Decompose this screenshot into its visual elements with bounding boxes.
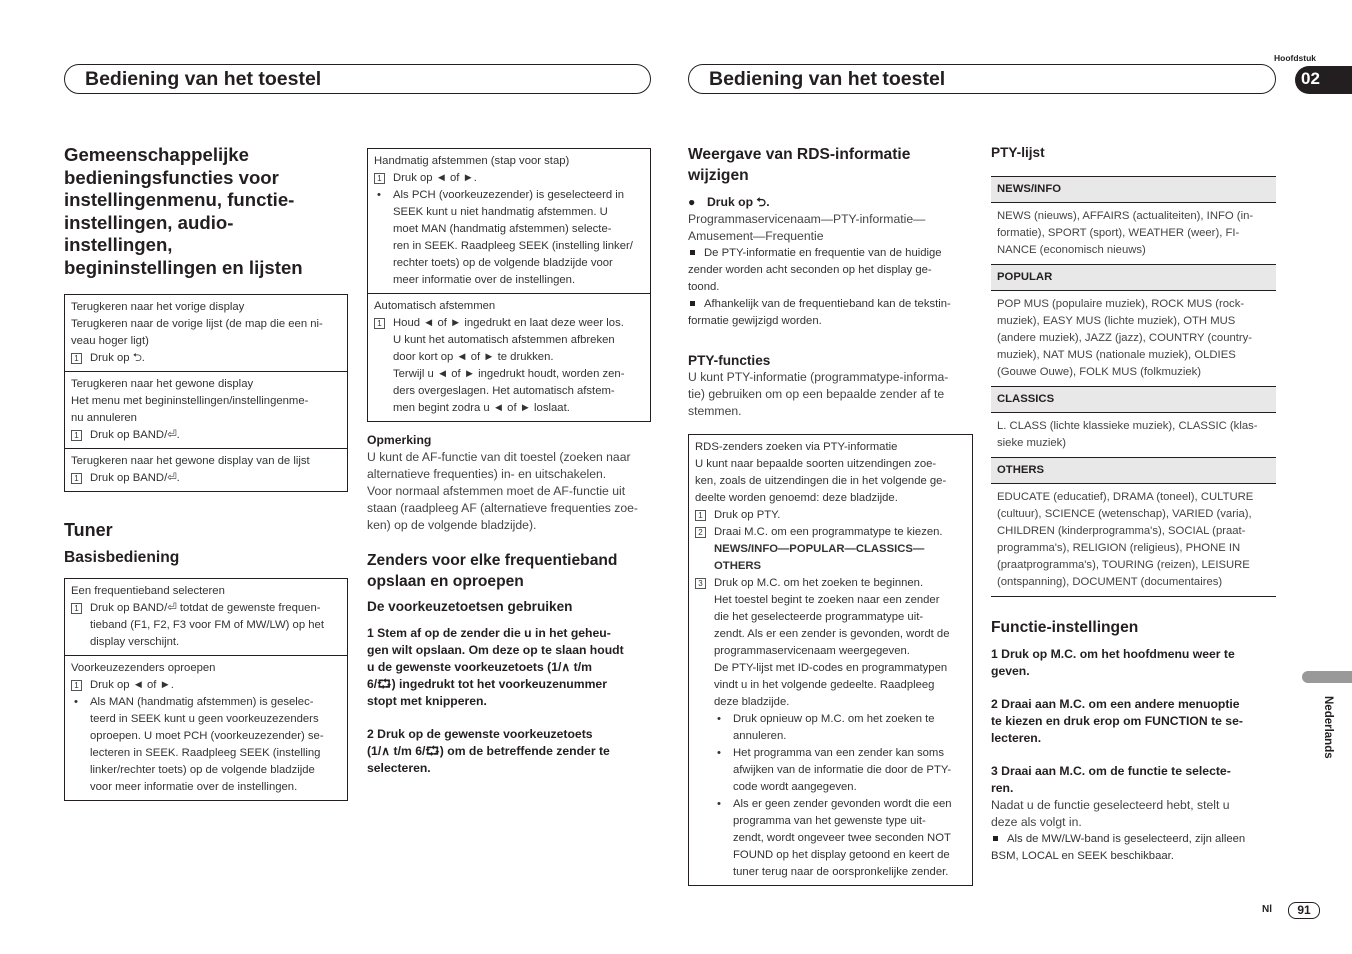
basic-operation-table <box>64 578 348 801</box>
rds-note: Afhankelijk van de frequentieband kan de tekstin- <box>688 296 973 313</box>
cell-title: Voorkeuzezenders oproepen <box>71 661 216 674</box>
pty-group-body: NEWS (nieuws), AFFAIRS (actualiteiten), INFO (in- formatie), SPORT (sport), WEATHER (weer), FI- NANCE (economisch nieuws) <box>997 210 1254 256</box>
cell-title: Terugkeren naar het vorige display <box>71 300 245 313</box>
tuning-table <box>367 148 651 422</box>
side-language: Nederlands <box>1322 696 1334 759</box>
step-text: Druk op BAND/⏎. <box>90 428 180 441</box>
rds-note-cont: formatie gewijzigd worden. <box>688 315 822 327</box>
rds-sequence: Programmaservicenaam—PTY-informatie— Amusement—Frequentie <box>688 212 926 243</box>
step-number: 1 <box>71 473 82 484</box>
cell-title: Een frequentieband selecteren <box>71 584 225 597</box>
common-functions-table <box>64 294 348 492</box>
bullet: • Als MAN (handmatig afstemmen) is geselec- teerd in SEEK kunt u geen voorkeuzezenders oproepen. U moet PCH (voorkeuzezender) se- lecteren in SEEK. Raadpleeg SEEK (instelling linker/rechter toets) op de volgende bladzijde voor meer informatie over de instellingen. <box>71 694 341 796</box>
bullet: • Het programma van een zender kan soms afwijken van de informatie die door de PTY- code wordt aangegeven. <box>717 747 952 793</box>
column-1 <box>64 144 348 801</box>
step <box>71 600 341 651</box>
heading-line: begininstellingen en lijsten <box>64 256 303 278</box>
pty-list-table <box>991 176 1276 597</box>
cell-title: Handmatig afstemmen (stap voor stap) <box>374 155 570 167</box>
header-title: Bediening van het toestel <box>709 68 946 90</box>
cell-title: Terugkeren naar het gewone display <box>71 377 254 390</box>
rds-note: De PTY-informatie en frequentie van de huidige <box>688 245 973 262</box>
cell-text: nu annuleren <box>71 411 137 424</box>
presets-subheading: De voorkeuzetoetsen gebruiken <box>367 599 573 614</box>
heading-line: Gemeenschappelijke <box>64 144 249 165</box>
table-cell: RDS-zenders zoeken via PTY-informatie U kunt naar bepaalde soorten uitzendingen zoe- ken, zoals de uitzendingen die in het volgende ge- deelte worden genoemd: deze bladzijde. 1 Druk op PTY. 2 Draai M.C. om een programmatype te kiezen. NEWS/INFO—POPULAR—CLASSICS— OTHERS 3 Druk op M.C. om het zoeken te beginnen. Het toestel begint te zoeken naar een zender die het geselecteerde programmatype uit- zendt. Als er een zender is gevonden, wordt de programmaservicenaam weergegeven. De PTY-lijst met ID-codes en programmatypen vindt u in het volgende gedeelte. Raadpleeg deze bladzijde. • Druk opnieuw op M.C. om het zoeken te annuleren. • Het programma van een zender kan soms afwijken van de informatie die door de PTY- code wordt aangegeven. • Als er geen zender gevonden wordt die een programma van het gewenste type uit- zendt, wordt ongeveer twee seconden NOT FOUND op het display getoond en keert de tuner terug naar de oorspronkelijke zender. <box>689 435 972 885</box>
step <box>71 427 341 444</box>
table-cell <box>65 372 347 449</box>
pty-list-heading: PTY-lijst <box>991 145 1045 160</box>
table-cell <box>368 149 650 294</box>
rds-heading: Weergave van RDS-informatie wijzigen <box>688 146 911 184</box>
step-text: Druk op ◄ of ►. <box>90 678 174 691</box>
cell-text: Terugkeren naar de vorige lijst (de map die een ni- <box>71 317 323 330</box>
bullet-text: Als MAN (handmatig afstemmen) is geselec- teerd in SEEK kunt u geen voorkeuzezenders oproepen. U moet PCH (voorkeuzezender) se- lecteren in SEEK. Raadpleeg SEEK (instelling linker/rechter toets) op de volgende bladzijde voor meer informatie over de instellingen. <box>90 695 324 793</box>
pty-group-header: OTHERS <box>991 457 1276 484</box>
cell-title: Terugkeren naar het gewone display van de lijst <box>71 454 310 467</box>
step-text: Houd ◄ of ► ingedrukt en laat deze weer los. U kunt het automatisch afstemmen afbreken door kort op ◄ of ► te drukken. Terwijl u ◄ of ► ingedrukt houdt, worden zen- ders overgeslagen. Het automatisch afstem- men begint zodra u ◄ of ► loslaat. <box>393 317 625 414</box>
step: 1 Druk op PTY. <box>695 507 966 524</box>
table-cell <box>65 656 347 800</box>
step-text: Druk op BAND/⏎ totdat de gewenste frequen- tieband (F1, F2, F3 voor FM of MW/LW) op het display verschijnt. <box>90 601 324 648</box>
pty-group-header: POPULAR <box>991 264 1276 291</box>
step: 3 Druk op M.C. om het zoeken te beginnen. Het toestel begint te zoeken naar een zender die het geselecteerde programmatype uit- zendt. Als er een zender is gevonden, wordt de programmaservicenaam weergegeven. De PTY-lijst met ID-codes en programmatypen vindt u in het volgende gedeelte. Raadpleeg deze bladzijde. <box>695 575 966 711</box>
pty-group-body: POP MUS (populaire muziek), ROCK MUS (rock- muziek), EASY MUS (lichte muziek), OTH MUS (andere muziek), JAZZ (jazz), COUNTRY (country- muziek), NAT MUS (nationale muziek), OLDIES (Gouwe Ouwe), FOLK MUS (folkmuziek) <box>997 298 1253 378</box>
rds-note-cont: zender worden acht seconden op het display ge- toond. <box>688 264 932 293</box>
pty-group-body: L. CLASS (lichte klassieke muziek), CLASSIC (klas- sieke muziek) <box>997 420 1258 449</box>
basis-heading: Basisbediening <box>64 548 180 566</box>
heading-line: instellingen, <box>64 234 173 256</box>
step-number: 1 <box>374 318 385 329</box>
func-step-3-text: Nadat u de functie geselecteerd hebt, stelt u deze als volgt in. <box>991 798 1230 829</box>
step-number: 1 <box>71 430 82 441</box>
bullet: • Als er geen zender gevonden wordt die een programma van het gewenste type uit- zendt, wordt ongeveer twee seconden NOT FOUND op het display getoond en keert de tuner terug naar de oorspronkelijke zender. <box>717 798 952 878</box>
func-step-2: 2 Draai aan M.C. om een andere menuoptie te kiezen en druk erop om FUNCTION te se- lecteren. <box>991 697 1243 745</box>
column-4 <box>991 144 1276 865</box>
step-number: 1 <box>71 680 82 691</box>
rds-step: ● Druk op ⮌. <box>688 195 770 209</box>
bullet: • Druk opnieuw op M.C. om het zoeken te annuleren. <box>717 713 935 742</box>
step <box>374 170 644 187</box>
table-cell <box>65 449 347 491</box>
step <box>374 315 644 417</box>
column-2 <box>367 148 651 777</box>
chapter-number: 02 <box>1295 66 1352 94</box>
step: 2 Draai M.C. om een programmatype te kiezen. NEWS/INFO—POPULAR—CLASSICS— OTHERS <box>695 524 966 575</box>
heading-line: bedieningsfuncties voor <box>64 166 279 188</box>
heading-line: instellingenmenu, functie- <box>64 189 295 211</box>
pty-group-header: CLASSICS <box>991 386 1276 413</box>
step <box>71 677 341 694</box>
section-header-left <box>64 64 651 94</box>
column-3 <box>688 144 973 886</box>
tuner-heading: Tuner <box>64 519 113 540</box>
step-number: 1 <box>695 510 706 521</box>
presets-heading: Zenders voor elke frequentieband opslaan en oproepen <box>367 552 618 590</box>
step-number: 1 <box>71 603 82 614</box>
func-note-cont: BSM, LOCAL en SEEK beschikbaar. <box>991 850 1174 862</box>
side-tab <box>1302 671 1352 683</box>
section-header-right <box>688 64 1276 94</box>
page-number: 91 <box>1288 902 1320 919</box>
pty-group-header: NEWS/INFO <box>991 176 1276 203</box>
step-number: 3 <box>695 578 706 589</box>
table-cell <box>368 294 650 421</box>
cell-text: Het menu met begininstellingen/instellingenme- <box>71 394 309 407</box>
preset-step-2: 2 Druk op de gewenste voorkeuzetoets (1/∧ t/m 6/⮔) om de betreffende zender te selecteren. <box>367 727 610 775</box>
table-cell <box>65 295 347 372</box>
main-heading <box>64 144 348 280</box>
step-text: Druk op ◄ of ►. <box>393 172 477 184</box>
step-number: 2 <box>695 527 706 538</box>
func-note: Als de MW/LW-band is geselecteerd, zijn alleen <box>991 831 1276 848</box>
function-settings-heading: Functie-instellingen <box>991 619 1139 636</box>
pty-group-body: EDUCATE (educatief), DRAMA (toneel), CULTURE (cultuur), SCIENCE (wetenschap), VARIED (varia), CHILDREN (kinderprogramma's), SOCIAL (praat- programma's), RELIGION (religieus), PHONE IN (praatprogramma's), TOURING (reizen), LEISURE (ontspanning), DOCUMENT (documentaires) <box>997 491 1254 588</box>
table-cell <box>65 579 347 656</box>
step <box>71 470 341 487</box>
func-step-1: 1 Druk op M.C. om het hoofdmenu weer te geven. <box>991 647 1235 678</box>
func-step-3: 3 Draai aan M.C. om de functie te selecte- ren. <box>991 764 1231 795</box>
header-title: Bediening van het toestel <box>85 68 322 90</box>
step-text: Druk op BAND/⏎. <box>90 471 180 484</box>
pty-search-table <box>688 434 973 886</box>
note-text: U kunt de AF-functie van dit toestel (zoeken naar alternatieve frequenties) in- en uitschakelen. Voor normaal afstemmen moet de AF-functie uit staan (raadpleeg AF (alternatieve frequenties zoe- ken) op de volgende bladzijde). <box>367 450 638 532</box>
chapter-label: Hoofdstuk <box>1274 53 1317 63</box>
bullet-text: Als PCH (voorkeuzezender) is geselecteerd in SEEK kunt u niet handmatig afstemmen. U moet MAN (handmatig afstemmen) selecte- ren in SEEK. Raadpleeg SEEK (instelling linker/ rechter toets) op de volgende bladzijde voor meer informatie over de instellingen. <box>393 189 633 286</box>
cell-title: RDS-zenders zoeken via PTY-informatie <box>695 441 898 453</box>
preset-step-1: 1 Stem af op de zender die u in het geheu- gen wilt opslaan. Om deze op te slaan houdt u de gewenste voorkeuzetoets (1/∧ t/m 6/⮔) ingedrukt tot het voorkeuzenummer stopt met knipperen. <box>367 626 624 708</box>
footer-language: Nl <box>1262 904 1272 915</box>
cell-title: Automatisch afstemmen <box>374 300 496 312</box>
pty-functions-text: U kunt PTY-informatie (programmatype-informa- tie) gebruiken om op een bepaalde zender af te stemmen. <box>688 370 949 418</box>
pty-functions-heading: PTY-functies <box>688 353 771 368</box>
step-text: Druk op ⮌. <box>90 351 145 364</box>
heading-line: instellingen, audio- <box>64 211 234 233</box>
cell-text: veau hoger ligt) <box>71 334 149 347</box>
step-number: 1 <box>374 173 385 184</box>
step-number: 1 <box>71 353 82 364</box>
note-title: Opmerking <box>367 433 432 447</box>
bullet: • Als PCH (voorkeuzezender) is geselecteerd in SEEK kunt u niet handmatig afstemmen. U moet MAN (handmatig afstemmen) selecte- ren in SEEK. Raadpleeg SEEK (instelling linker/ rechter toets) op de volgende bladzijde voor meer informatie over de instellingen. <box>374 187 644 289</box>
step <box>71 350 341 367</box>
